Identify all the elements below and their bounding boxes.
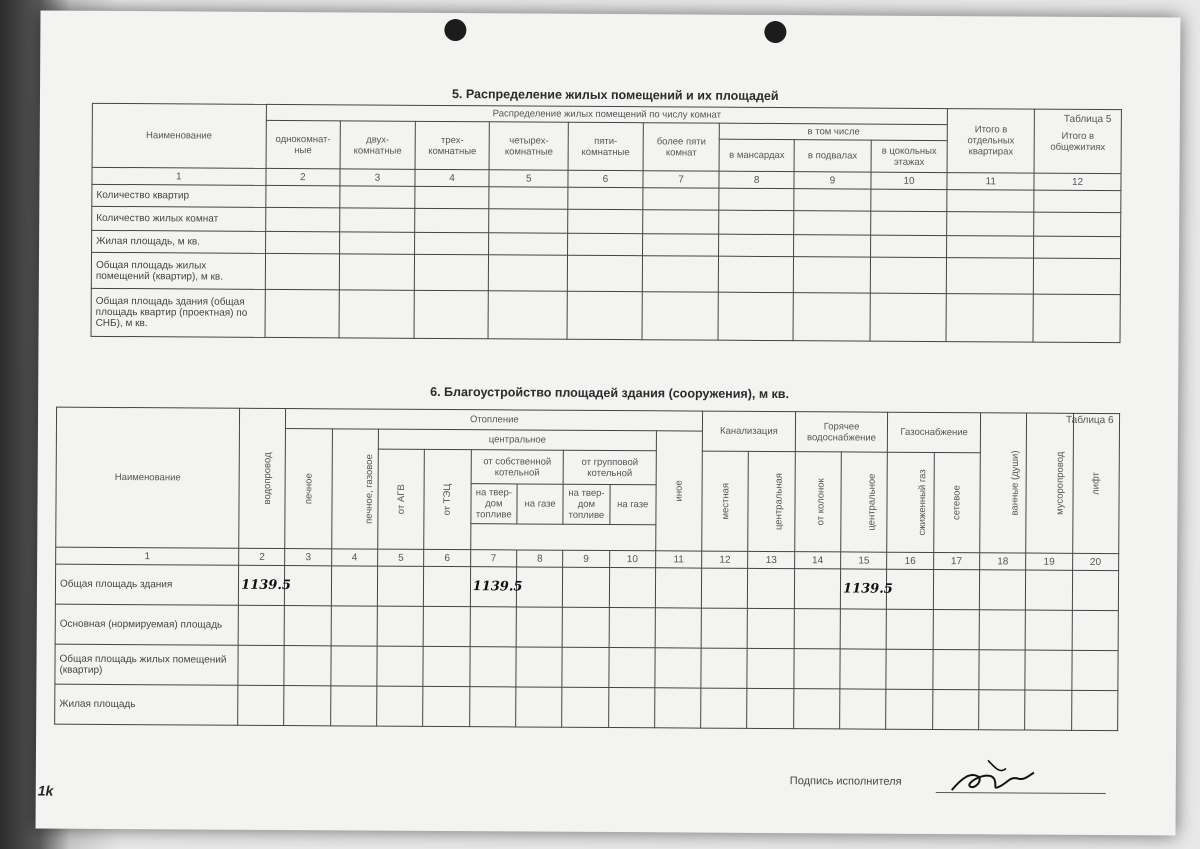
table6-col-centralnoe-gv: центральное: [866, 473, 878, 531]
table5-num: 6: [568, 170, 643, 187]
table5-row-label: Жилая площадь, м кв.: [92, 230, 266, 253]
punch-hole-left: [444, 19, 466, 41]
table5-incl-podval: в подвалах: [794, 140, 871, 172]
document-page: [36, 11, 1181, 836]
table5-num: 7: [643, 171, 720, 188]
table6-num: 7: [470, 550, 516, 567]
table6-row-label: Основная (нормируемая) площадь: [55, 604, 238, 645]
table5-col-more5: более пяти комнат: [643, 123, 720, 171]
table5-incl-cokol: в цокольных этажах: [871, 140, 948, 172]
table6-col-lift: лифт: [1090, 472, 1102, 495]
table6-col-agv: от АГВ: [395, 484, 407, 515]
table6-num: 9: [563, 550, 609, 567]
table6-num: 3: [285, 549, 331, 566]
table6-num: 14: [794, 552, 840, 569]
table6-goryachee: Горячее водоснабжение: [795, 412, 888, 453]
table6-num: 5: [378, 549, 424, 566]
table5-col-2room: двух-комнатные: [340, 121, 415, 169]
table5-col-1room: однокомнат-ные: [266, 120, 341, 168]
table6-num: 15: [841, 552, 887, 569]
table5-col-4room: четырех-комнатные: [489, 122, 568, 170]
table6-gazosnabzhenie: Газоснабжение: [888, 412, 981, 453]
signature-scribble: [948, 756, 1038, 801]
table6-col-inoe: иное: [673, 480, 685, 502]
table5-incl-header: в том числе: [720, 123, 948, 140]
table6-col-musoroprovod: мусоропровод: [1054, 451, 1067, 515]
handwritten-value-vodoprovod: 1139.5: [241, 577, 292, 593]
table6-row-label: Общая площадь жилых помещений (квартир): [55, 644, 238, 685]
table5-num: 1: [92, 167, 266, 185]
table6-col-szhizhenny: сжиженный газ: [917, 469, 929, 536]
table6-col-centralnaya: центральная: [773, 473, 786, 531]
table6-col-vodoprovod: водопровод: [262, 452, 274, 505]
table6-col-setevoe: сетевое: [951, 485, 963, 521]
table5-num: 9: [794, 172, 871, 189]
table5-row-label: Количество квартир: [92, 184, 266, 207]
table5-group-header: Распределение жилых помещений по числу комнат: [266, 104, 948, 124]
handwritten-value-col7: 1139.5: [472, 578, 523, 594]
table5-num: 3: [340, 169, 415, 186]
table6-num: 4: [331, 549, 377, 566]
table6-grupp-tverdom: на твер-дом топливе: [563, 484, 610, 524]
table6-col-pechnoe-gaz: печное, газовое: [363, 454, 375, 524]
table5-incl-mansard: в мансардах: [719, 139, 794, 171]
table6-num: 19: [1026, 553, 1072, 570]
table6-num: 16: [887, 552, 933, 569]
table6-col-tec: от ТЭЦ: [441, 483, 454, 516]
table6-title: 6. Благоустройство площадей здания (сооружения), м кв.: [430, 384, 790, 402]
table5-itogo-sep: Итого в отдельных квартирах: [947, 109, 1034, 174]
table6-col-pechnoe: печное: [303, 473, 315, 505]
table6-sobstv-gaze: на газе: [517, 484, 564, 524]
table6-num: 17: [933, 552, 979, 569]
table6-label: Таблица 6: [1065, 414, 1114, 427]
table5-title: 5. Распределение жилых помещений и их площадей: [451, 87, 779, 104]
table5-itogo-obsh: Итого в общежитиях: [1034, 109, 1121, 174]
table6-num: 20: [1072, 553, 1119, 570]
table6-num: 10: [609, 551, 655, 568]
table5-row-label: Общая площадь жилых помещений (квартир), м кв.: [91, 252, 265, 289]
table6-grupp-gaze: на газе: [609, 485, 656, 525]
table6-centralnoe: центральное: [378, 429, 656, 451]
table6-num: 13: [748, 551, 794, 568]
table5-num: 8: [719, 171, 794, 188]
table6-num: 2: [239, 548, 285, 565]
table5-num: 4: [415, 169, 490, 186]
table5-row-label: Количество жилых комнат: [92, 206, 266, 231]
table6-kanalizaciya: Канализация: [703, 411, 796, 452]
table6-col-vannye: ванные (души): [1009, 450, 1021, 516]
table6-otoplenie: Отопление: [286, 409, 703, 432]
handwritten-value-col15: 1139.5: [843, 580, 893, 597]
signature-label: Подпись исполнителя: [789, 775, 902, 788]
table5-col-5room: пяти-комнатные: [568, 122, 643, 170]
table5-col-3room: трех-комнатные: [415, 121, 490, 169]
table6: [54, 407, 1120, 731]
table5-row-label: Общая площадь здания (общая площадь квартир (проектная) по СНБ), м кв.: [91, 288, 265, 337]
table6-sobstv-tverdom: на твер-дом топливе: [471, 484, 518, 524]
table5: [91, 103, 1122, 343]
table6-num: 18: [980, 553, 1026, 570]
punch-hole-right: [764, 21, 786, 43]
page-mark: 1k: [37, 782, 54, 799]
table5-num: 10: [871, 172, 948, 189]
table6-col-mestnaya: местная: [719, 482, 731, 520]
table6-ot-grupp: от групповой котельной: [563, 450, 656, 485]
table5-num: 11: [947, 173, 1034, 191]
table6-num: 12: [702, 551, 748, 568]
table5-num: 2: [265, 168, 340, 185]
table6-col-ot-kolonok: от колонок: [815, 478, 827, 526]
table5-num: 12: [1034, 173, 1121, 191]
table6-num: 6: [424, 549, 470, 566]
table6-row-label: Жилая площадь: [55, 684, 238, 725]
table5-label: Таблица 5: [1063, 113, 1112, 126]
table6-name-header: Наименование: [56, 407, 240, 548]
table5-name-header: Наименование: [92, 103, 266, 168]
table6-ot-sobstv: от собственной котельной: [471, 450, 564, 485]
table6-num: 8: [517, 550, 563, 567]
table6-row-label: Общая площадь здания: [55, 564, 238, 605]
table6-num: 1: [56, 547, 239, 565]
table6-num: 11: [655, 551, 701, 568]
table5-num: 5: [489, 170, 568, 187]
